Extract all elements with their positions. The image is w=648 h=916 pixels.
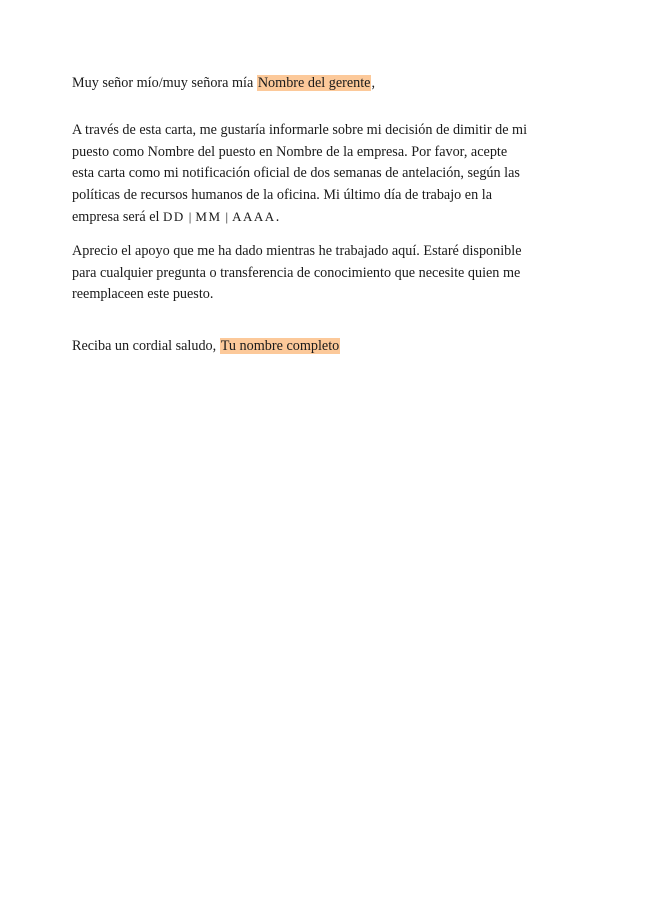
paragraph-line: A través de esta carta, me gustaría informarle sobre mi decisión de dimitir de mi [72, 122, 528, 138]
date-separator: | [225, 209, 229, 224]
salutation-comma: , [371, 75, 376, 91]
date-year-field[interactable]: AAAA [232, 209, 276, 224]
date-day-field[interactable]: DD [163, 209, 185, 224]
paragraph-line: empresa será el [72, 209, 163, 225]
paragraph-line: Aprecio el apoyo que me ha dado mientras he trabajado aquí. Estaré disponible [72, 243, 522, 259]
paragraph-appreciation [72, 241, 572, 306]
closing-line [72, 336, 572, 358]
paragraph-line: reemplaceen este puesto. [72, 286, 214, 302]
paragraph-line: para cualquier pregunta o transferencia de conocimiento que necesite quien me [72, 264, 521, 281]
date-separator: | [188, 209, 192, 224]
paragraph-line: políticas de recursos humanos de la oficina. Mi último día de trabajo en la [72, 186, 492, 203]
salutation-line [72, 73, 572, 95]
date-period: . [275, 209, 280, 225]
closing-text: Reciba un cordial saludo, [72, 338, 220, 354]
manager-name-placeholder[interactable]: Nombre del gerente [257, 75, 371, 91]
paragraph-line: esta carta como mi notificación oficial de dos semanas de antelación, según las [72, 165, 520, 181]
paragraph-resignation [72, 120, 572, 229]
full-name-placeholder[interactable]: Tu nombre completo [220, 338, 340, 354]
salutation-text: Muy señor mío/muy señora mía [72, 75, 257, 91]
date-month-field[interactable]: MM [195, 209, 222, 224]
paragraph-line: puesto como Nombre del puesto en Nombre de la empresa. Por favor, acepte [72, 143, 508, 160]
